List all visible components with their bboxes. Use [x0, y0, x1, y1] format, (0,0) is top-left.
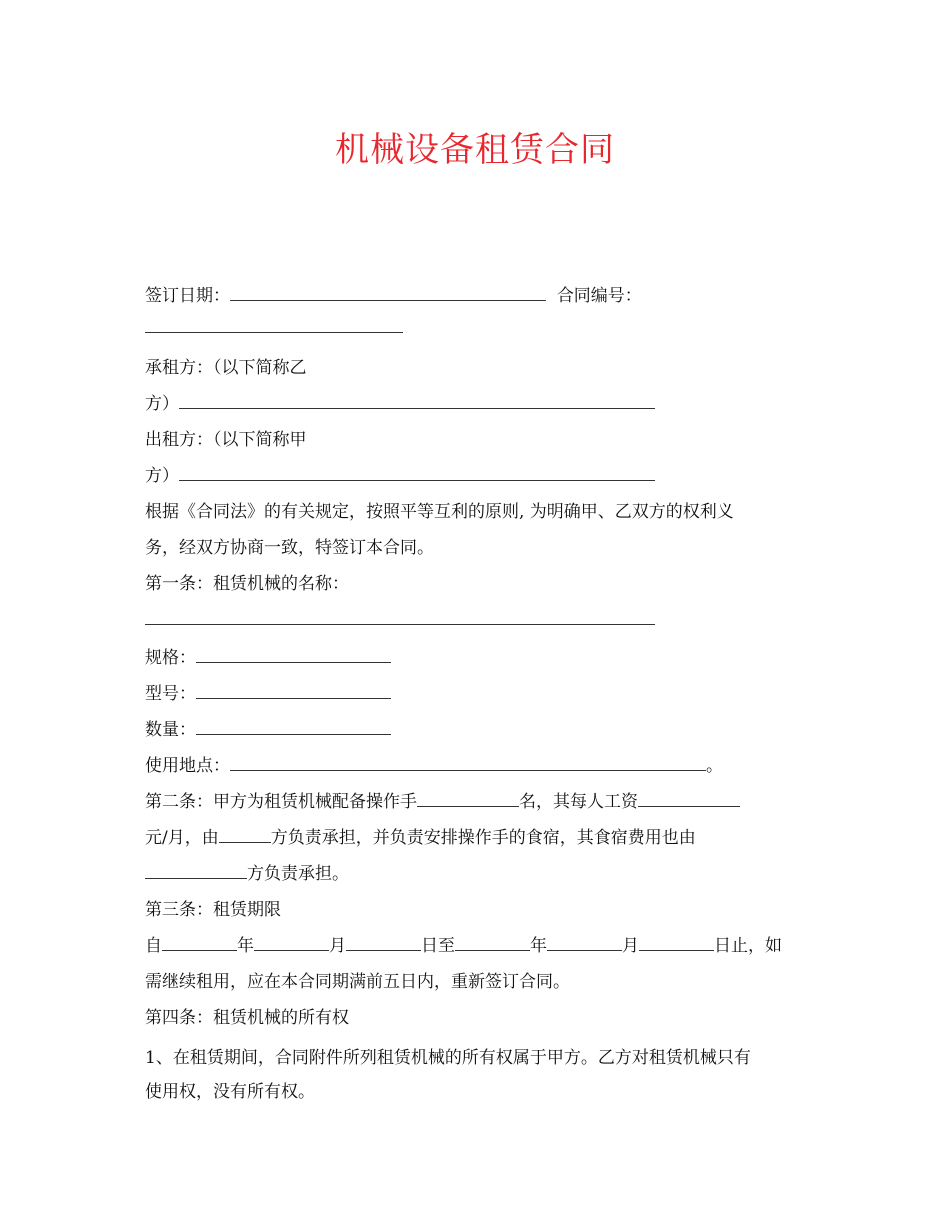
spec-line — [145, 646, 391, 670]
machine-name-blank — [145, 609, 655, 625]
intro-line-1: 根据《合同法》的有关规定，按照平等互利的原则, 为明确甲、乙双方的权利义 — [145, 502, 734, 522]
a3-from: 自 — [145, 936, 162, 956]
model-blank — [196, 683, 391, 699]
lessor-label: 出租方：（以下简称甲 — [145, 430, 307, 450]
location-blank — [230, 755, 706, 771]
lessee-name-blank — [179, 393, 655, 409]
machine-name-line — [145, 608, 655, 632]
article-4-line-1: 1、在租赁期间，合同附件所列租赁机械的所有权属于甲方。乙方对租赁机械只有 — [145, 1048, 751, 1068]
lessor-name-blank — [179, 465, 655, 481]
contract-no-label: 合同编号： — [556, 286, 642, 306]
sign-date-blank — [230, 285, 546, 301]
article-2-line-1 — [145, 790, 740, 814]
article-2-line-2 — [145, 826, 696, 850]
wage-payer-blank — [219, 827, 271, 843]
sign-date-line — [145, 284, 642, 308]
a3-month: 月 — [329, 936, 346, 956]
location-label: 使用地点： — [145, 756, 230, 776]
intro-line-2: 务，经双方协商一致，特签订本合同。 — [145, 538, 434, 558]
spec-label: 规格： — [145, 648, 196, 668]
spec-blank — [196, 647, 391, 663]
operator-count-blank — [417, 791, 519, 807]
lessor-label-end: 方） — [145, 466, 179, 486]
a3-day-to: 日至 — [421, 936, 455, 956]
model-line — [145, 682, 391, 706]
location-line — [145, 754, 723, 778]
article-2-line-3 — [145, 862, 349, 886]
start-month-blank — [254, 935, 329, 951]
a3-day-end: 日止，如 — [714, 936, 782, 956]
contract-no-line — [145, 316, 403, 340]
a3-year: 年 — [237, 936, 254, 956]
end-day-blank — [639, 935, 714, 951]
lessee-label-line — [145, 356, 307, 380]
a2-part-5: 方负责承担。 — [247, 864, 349, 884]
document-title: 机械设备租赁合同 — [335, 130, 615, 170]
a3-month-2: 月 — [622, 936, 639, 956]
end-year-blank — [455, 935, 530, 951]
lessee-label-end: 方） — [145, 394, 179, 414]
quantity-label: 数量： — [145, 720, 196, 740]
quantity-blank — [196, 719, 391, 735]
a3-year-2: 年 — [530, 936, 547, 956]
lessee-label: 承租方：（以下简称乙 — [145, 358, 307, 378]
lessor-name-line — [145, 464, 655, 488]
lessee-name-line — [145, 392, 655, 416]
wage-blank — [638, 791, 740, 807]
model-label: 型号： — [145, 684, 196, 704]
start-year-blank — [162, 935, 237, 951]
article-3-line-2: 需继续租用，应在本合同期满前五日内，重新签订合同。 — [145, 972, 570, 992]
article-1-title: 第一条：租赁机械的名称： — [145, 574, 349, 594]
a2-part-4: 方负责承担，并负责安排操作手的食宿，其食宿费用也由 — [270, 828, 696, 848]
start-day-blank — [346, 935, 421, 951]
lessor-label-line — [145, 428, 307, 452]
article-3-title: 第三条：租赁期限 — [145, 900, 281, 920]
a2-part-3: 元/月，由 — [145, 828, 219, 848]
quantity-line — [145, 718, 391, 742]
end-month-blank — [547, 935, 622, 951]
board-payer-blank — [145, 863, 247, 879]
a2-part-2: 名，其每人工资 — [519, 792, 638, 812]
sign-date-label: 签订日期： — [145, 286, 230, 306]
article-4-title: 第四条：租赁机械的所有权 — [145, 1008, 349, 1028]
article-4-line-2: 使用权，没有所有权。 — [145, 1082, 315, 1102]
contract-no-blank — [145, 317, 403, 333]
a2-part-1: 第二条：甲方为租赁机械配备操作手 — [145, 792, 417, 812]
location-end: 。 — [706, 756, 723, 776]
article-3-line-1 — [145, 934, 782, 958]
